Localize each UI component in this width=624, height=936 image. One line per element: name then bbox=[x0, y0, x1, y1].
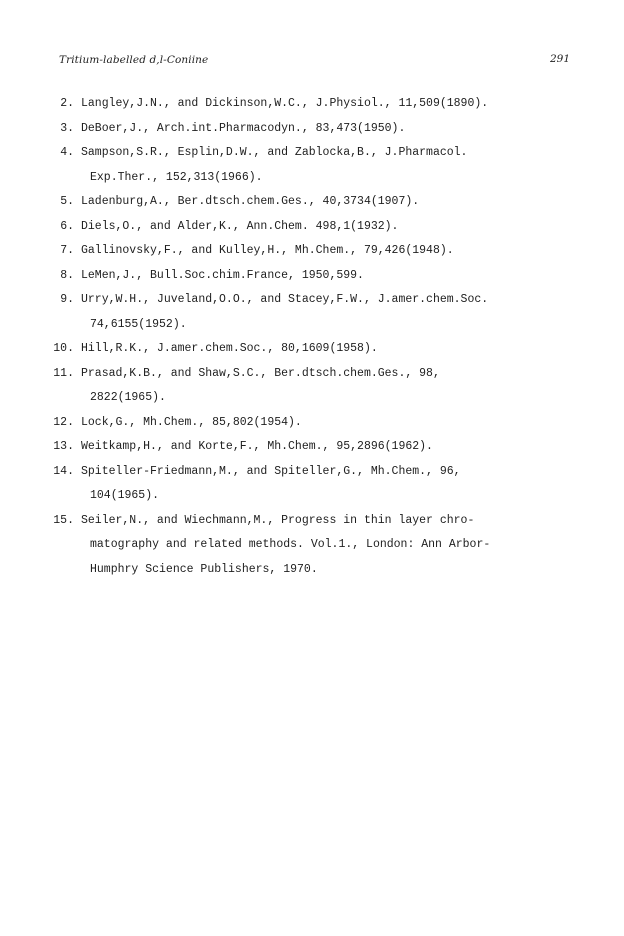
reference-line: Hill,R.K., J.amer.chem.Soc., 80,1609(1958). bbox=[81, 342, 378, 355]
reference-number: 3. bbox=[60, 121, 74, 135]
reference-10 bbox=[50, 337, 580, 362]
reference-5 bbox=[50, 190, 580, 215]
reference-line: Diels,O., and Alder,K., Ann.Chem. 498,1(1932). bbox=[81, 219, 399, 233]
reference-line: 2822(1965). bbox=[90, 391, 166, 404]
reference-number: 6. bbox=[60, 219, 74, 233]
reference-11 bbox=[50, 362, 580, 411]
reference-7 bbox=[50, 239, 580, 264]
reference-line: Prasad,K.B., and Shaw,S.C., Ber.dtsch.chem.Ges., 98, bbox=[81, 366, 440, 380]
reference-6 bbox=[50, 215, 580, 240]
reference-8 bbox=[50, 264, 580, 289]
reference-number: 2. bbox=[60, 97, 74, 110]
reference-line: Urry,W.H., Juveland,O.O., and Stacey,F.W., J.amer.chem.Soc. bbox=[81, 293, 489, 306]
reference-3 bbox=[50, 117, 580, 142]
reference-line: Lock,G., Mh.Chem., 85,802(1954). bbox=[81, 415, 302, 429]
reference-9 bbox=[50, 288, 580, 337]
running-title: Tritium-labelled d,l-Coniine bbox=[59, 54, 209, 66]
reference-line: Exp.Ther., 152,313(1966). bbox=[90, 170, 263, 184]
reference-line: LeMen,J., Bull.Soc.chim.France, 1950,599. bbox=[81, 268, 364, 282]
reference-line: Seiler,N., and Wiechmann,M., Progress in thin layer chro- bbox=[81, 513, 475, 527]
reference-line: Spiteller-Friedmann,M., and Spiteller,G., Mh.Chem., 96, bbox=[81, 464, 461, 478]
reference-line: Langley,J.N., and Dickinson,W.C., J.Physiol., 11,509(1890). bbox=[81, 97, 489, 110]
reference-2 bbox=[50, 92, 580, 117]
reference-line: matography and related methods. Vol.1., London: Ann Arbor- bbox=[90, 538, 491, 551]
reference-line: Gallinovsky,F., and Kulley,H., Mh.Chem., 79,426(1948). bbox=[81, 244, 454, 257]
reference-number: 12. bbox=[53, 415, 74, 429]
reference-number: 10. bbox=[53, 342, 74, 355]
reference-12 bbox=[50, 411, 580, 436]
reference-number: 9. bbox=[60, 293, 74, 306]
reference-line: Sampson,S.R., Esplin,D.W., and Zablocka,B., J.Pharmacol. bbox=[81, 146, 468, 159]
reference-number: 8. bbox=[60, 268, 74, 282]
reference-number: 7. bbox=[60, 244, 74, 257]
reference-line: 74,6155(1952). bbox=[90, 317, 187, 331]
reference-line: 104(1965). bbox=[90, 489, 160, 502]
reference-line: Weitkamp,H., and Korte,F., Mh.Chem., 95,2896(1962). bbox=[81, 440, 433, 453]
reference-14 bbox=[50, 460, 580, 509]
page-number: 291 bbox=[550, 53, 571, 65]
reference-line: Ladenburg,A., Ber.dtsch.chem.Ges., 40,3734(1907). bbox=[81, 195, 420, 208]
reference-15 bbox=[50, 509, 580, 583]
reference-list bbox=[50, 92, 580, 582]
reference-4 bbox=[50, 141, 580, 190]
reference-number: 13. bbox=[53, 440, 74, 453]
reference-number: 5. bbox=[60, 195, 74, 208]
reference-number: 15. bbox=[53, 513, 74, 527]
reference-number: 4. bbox=[60, 146, 74, 159]
reference-number: 11. bbox=[53, 366, 74, 380]
reference-line: DeBoer,J., Arch.int.Pharmacodyn., 83,473(1950). bbox=[81, 121, 406, 135]
reference-line: Humphry Science Publishers, 1970. bbox=[90, 562, 318, 576]
reference-number: 14. bbox=[53, 464, 74, 478]
reference-13 bbox=[50, 435, 580, 460]
